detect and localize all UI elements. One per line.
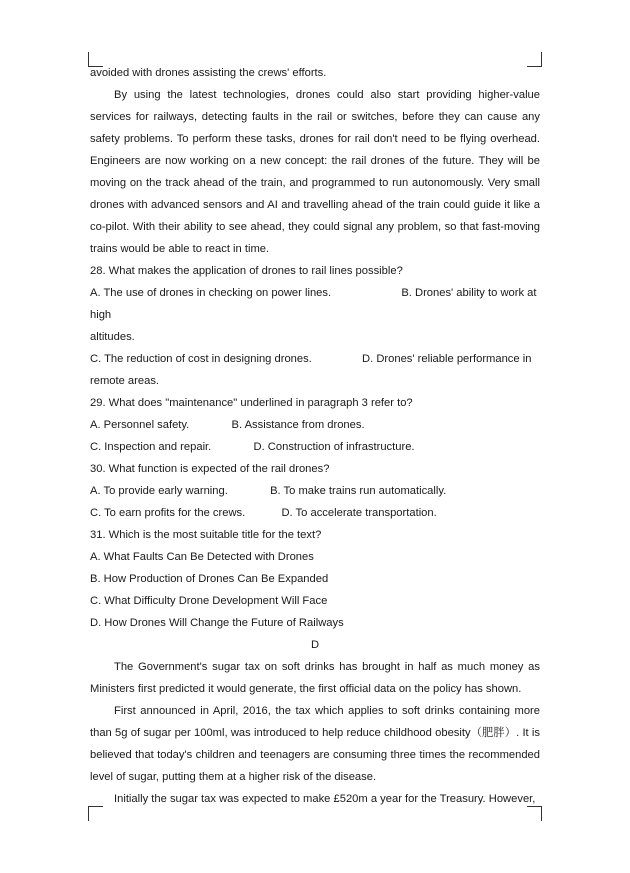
question-28-option-row-3 <box>90 348 540 370</box>
question-28-option-row-4 <box>90 370 540 392</box>
question-31-stem: 31. Which is the most suitable title for the text? <box>90 529 322 541</box>
question-29-option-b[interactable]: B. Assistance from drones. <box>231 419 365 431</box>
question-28-stem: 28. What makes the application of drones to rail lines possible? <box>90 265 403 277</box>
question-28-option-row-1 <box>90 282 540 326</box>
question-29-option-c[interactable]: C. Inspection and repair. <box>90 441 212 453</box>
question-28-option-a[interactable]: A. The use of drones in checking on power lines. <box>90 287 332 299</box>
question-31-option-c[interactable]: C. What Difficulty Drone Development Will Face <box>90 595 328 607</box>
question-30-option-c[interactable]: C. To earn profits for the crews. <box>90 507 246 519</box>
question-28-option-c[interactable]: C. The reduction of cost in designing drones. <box>90 353 312 365</box>
question-30-option-a[interactable]: A. To provide early warning. <box>90 485 228 497</box>
document-body <box>90 62 540 810</box>
section-label-d: D <box>310 639 320 651</box>
question-28-option-b-wrap: altitudes. <box>90 331 135 343</box>
question-30-option-b[interactable]: B. To make trains run automatically. <box>270 485 447 497</box>
question-30-option-d[interactable]: D. To accelerate transportation. <box>281 507 437 519</box>
question-29-option-row-1 <box>90 414 540 436</box>
question-31-option-a[interactable]: A. What Faults Can Be Detected with Drones <box>90 551 314 563</box>
question-30-stem: 30. What function is expected of the rail drones? <box>90 463 330 475</box>
question-29-option-d[interactable]: D. Construction of infrastructure. <box>253 441 415 453</box>
question-31-option-d[interactable]: D. How Drones Will Change the Future of Railways <box>90 617 344 629</box>
question-29-stem: 29. What does "maintenance" underlined in paragraph 3 refer to? <box>90 397 413 409</box>
section-d-paragraph-2: First announced in April, 2016, the tax which applies to soft drinks containing more than 5g of sugar per 100ml, was introduced to help reduce childhood obesity（肥胖）. It is believed that today's children and teenagers are consuming three times the recommended level of sugar, putting them at a higher risk of the disease. <box>90 705 540 783</box>
section-d-paragraph-3: Initially the sugar tax was expected to make £520m a year for the Treasury. However, <box>114 793 536 805</box>
paragraph-continued: avoided with drones assisting the crews' efforts. <box>90 67 327 79</box>
question-28-option-row-2 <box>90 326 540 348</box>
question-31-option-b[interactable]: B. How Production of Drones Can Be Expanded <box>90 573 329 585</box>
question-28-option-d[interactable]: D. Drones' reliable performance in <box>362 353 532 365</box>
question-29-option-row-2 <box>90 436 540 458</box>
section-d-paragraph-1: The Government's sugar tax on soft drinks has brought in half as much money as Ministers first predicted it would generate, the first official data on the policy has shown. <box>90 661 540 695</box>
question-30-option-row-1 <box>90 480 540 502</box>
question-28-option-b[interactable]: B. Drones' ability to work at high <box>90 287 537 321</box>
paragraph-drones-technologies: By using the latest technologies, drones could also start providing higher-value services for railways, detecting faults in the rail or switches, before they can cause any safety problems. To perform these tasks, drones for rail don't need to be flying overhead. Engineers are now working on a new concept: the rail drones of the future. They will be moving on the track ahead of the train, and programmed to run autonomously. Very small drones with advanced sensors and AI and travelling ahead of the train could guide it like a co-pilot. With their ability to see ahead, they could signal any problem, so that fast-moving trains would be able to react in time. <box>90 89 540 255</box>
question-30-option-row-2 <box>90 502 540 524</box>
question-29-option-a[interactable]: A. Personnel safety. <box>90 419 190 431</box>
question-28-option-d-wrap: remote areas. <box>90 375 160 387</box>
